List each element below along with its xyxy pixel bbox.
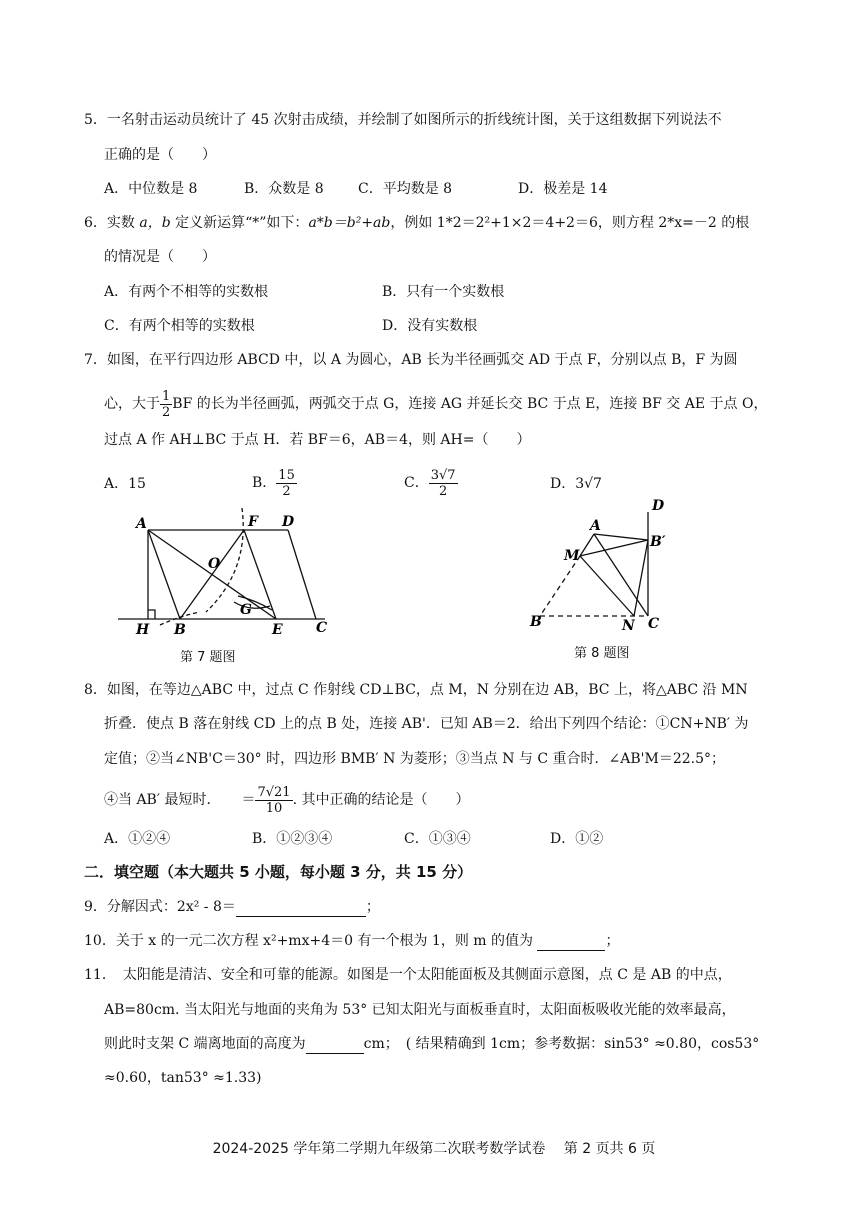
q8-label-b: B <box>530 614 542 630</box>
q7-label-c: C <box>316 620 328 636</box>
q7-option-b-label: B． <box>252 475 277 491</box>
q7-option-a: A．15 <box>104 476 146 492</box>
q7-option-c-label: C． <box>404 475 429 491</box>
q8-label-d: D <box>652 498 665 514</box>
q8-option-d: D．①② <box>550 831 604 847</box>
q8-label-bprime: B′ <box>650 534 666 550</box>
q7-option-b-fraction <box>276 468 297 499</box>
q5-option-b: B．众数是 8 <box>244 181 324 197</box>
q8-stem-line3: 定值；②当∠NB'C＝30° 时，四边形 BMB′ N 为菱形；③当点 N 与 C 重合时．∠AB'M＝22.5°； <box>104 751 726 767</box>
q8-triangle-figure <box>520 494 680 638</box>
q8-label-m: M <box>564 548 580 564</box>
q9-stem <box>84 897 380 917</box>
q6-stem-line2: 的情况是（ ） <box>104 249 216 265</box>
q5-stem-line1: 5．一名射击运动员统计了 45 次射击成绩，并绘制了如图所示的折线统计图，关于这组数据下列说法不 <box>84 112 722 128</box>
q6-text-c: ，例如 1*2＝2²+1×2＝4+2＝6，则方程 2*x=－2 的根 <box>390 215 750 231</box>
q7-option-c <box>404 466 458 500</box>
q7-option-d: D．3√7 <box>550 476 602 492</box>
q10-text: 10．关于 x 的一元二次方程 x²+mx+4＝0 有一个根为 1，则 m 的值为 <box>84 933 538 949</box>
q8-frac-num: 7√21 <box>257 784 291 800</box>
q7-label-f: F <box>248 514 258 530</box>
q7-figure-caption: 第 7 题图 <box>180 650 236 665</box>
page-footer: 2024-2025 学年第二学期九年级第二次联考数学试卷 第 2 页共 6 页 <box>212 1141 656 1157</box>
q7-option-c-fraction <box>429 468 458 499</box>
q7-option-c-num: 3√7 <box>430 467 456 483</box>
q7-frac-num: 1 <box>162 388 171 404</box>
q7-parallelogram-figure <box>110 500 340 645</box>
q11-stem-line4: ≈0.60，tan53° ≈1.33) <box>104 1070 262 1086</box>
q7-option-b <box>252 466 297 500</box>
q7-label-h: H <box>136 622 150 638</box>
q9-answer-blank[interactable] <box>236 900 366 917</box>
q6-vars: a，b <box>139 215 171 231</box>
q6-option-c: C．有两个相等的实数根 <box>104 318 255 334</box>
q11-stem-line1: 11． 太阳能是清洁、安全和可靠的能源。如图是一个太阳能面板及其侧面示意图，点 C 是 AB 的中点， <box>84 967 732 983</box>
q11-answer-blank[interactable] <box>306 1037 364 1054</box>
q5-stem-line2: 正确的是（ ） <box>104 147 216 163</box>
q8-option-c: C．①③④ <box>404 831 471 847</box>
q11-text-b: cm； ( 结果精确到 1cm；参考数据：sin53° ≈0.80，cos53° <box>363 1036 760 1052</box>
q9-end: ； <box>365 899 380 915</box>
q8-figure-caption: 第 8 题图 <box>574 646 630 661</box>
q8-label-n: N <box>622 618 635 634</box>
q10-end: ； <box>605 933 620 949</box>
q7-half-fraction <box>160 389 172 420</box>
q8-stem-line1: 8．如图，在等边△ABC 中，过点 C 作射线 CD⊥BC，点 M，N 分别在边 AB，BC 上，将△ABC 沿 MN <box>84 682 748 698</box>
q7-stem-line2 <box>104 387 767 421</box>
q8-text-a: ④当 AB′ 最短时． ＝ <box>104 792 256 808</box>
q7-option-b-num: 15 <box>278 467 295 483</box>
q7-stem-line1: 7．如图，在平行四边形 ABCD 中，以 A 为圆心，AB 长为半径画弧交 AD 于点 F，分别以点 B，F 为圆 <box>84 352 738 368</box>
q7-label-b: B <box>174 622 186 638</box>
q5-option-d: D．极差是 14 <box>518 181 608 197</box>
q7-label-e: E <box>272 622 283 638</box>
q7-text-b: BF 的长为半径画弧，两弧交于点 G，连接 AG 并延长交 BC 于点 E，连接 BF 交 AE 于点 O， <box>172 396 768 412</box>
q7-stem-line3: 过点 A 作 AH⊥BC 于点 H．若 BF＝6，AB＝4，则 AH=（ ） <box>104 432 531 448</box>
q11-stem-line2: AB=80cm. 当太阳光与地面的夹角为 53° 已知太阳光与面板垂直时，太阳面板吸收光能的效率最高， <box>104 1002 736 1018</box>
q10-stem <box>84 931 619 951</box>
q6-option-d: D．没有实数根 <box>382 318 478 334</box>
q6-stem-line1 <box>84 213 749 233</box>
q8-label-a: A <box>590 518 601 534</box>
q11-stem-line3 <box>104 1034 759 1054</box>
q9-text: 9．分解因式：2x² - 8＝ <box>84 899 236 915</box>
q10-answer-blank[interactable] <box>537 934 605 951</box>
section-2-heading: 二．填空题（本大题共 5 小题，每小题 3 分，共 15 分） <box>84 863 473 881</box>
q6-option-a: A．有两个不相等的实数根 <box>104 284 269 300</box>
q5-option-a: A．中位数是 8 <box>104 181 198 197</box>
q7-text-a: 心，大于 <box>104 396 160 412</box>
q6-text-b: 定义新运算“*”如下： <box>170 215 309 231</box>
q5-option-c: C．平均数是 8 <box>358 181 453 197</box>
q8-label-c: C <box>648 616 660 632</box>
q8-text-b: . 其中正确的结论是（ ） <box>292 792 470 808</box>
q7-option-c-den: 2 <box>438 483 448 499</box>
q7-label-a: A <box>136 516 147 532</box>
q6-text-a: 6．实数 <box>84 215 140 231</box>
q7-label-d: D <box>282 514 295 530</box>
q8-stem-line4 <box>104 783 470 817</box>
q7-frac-den: 2 <box>162 404 171 420</box>
q8-stem-line2: 折叠．使点 B 落在射线 CD 上的点 B 处，连接 AB'．已知 AB＝2．给出下列四个结论：①CN+NB′ 为 <box>104 716 749 732</box>
q6-definition: a*b＝b²+ab <box>308 215 391 231</box>
q11-text-a: 则此时支架 C 端离地面的高度为 <box>104 1036 306 1052</box>
q7-label-o: O <box>208 556 221 572</box>
q6-option-b: B．只有一个实数根 <box>382 284 505 300</box>
q8-option-b: B．①②③④ <box>252 831 333 847</box>
q7-label-g: G <box>240 602 252 618</box>
q7-option-b-den: 2 <box>282 483 291 499</box>
q8-frac-den: 10 <box>265 800 283 816</box>
q8-fraction <box>255 785 292 816</box>
q8-option-a: A．①②④ <box>104 831 171 847</box>
